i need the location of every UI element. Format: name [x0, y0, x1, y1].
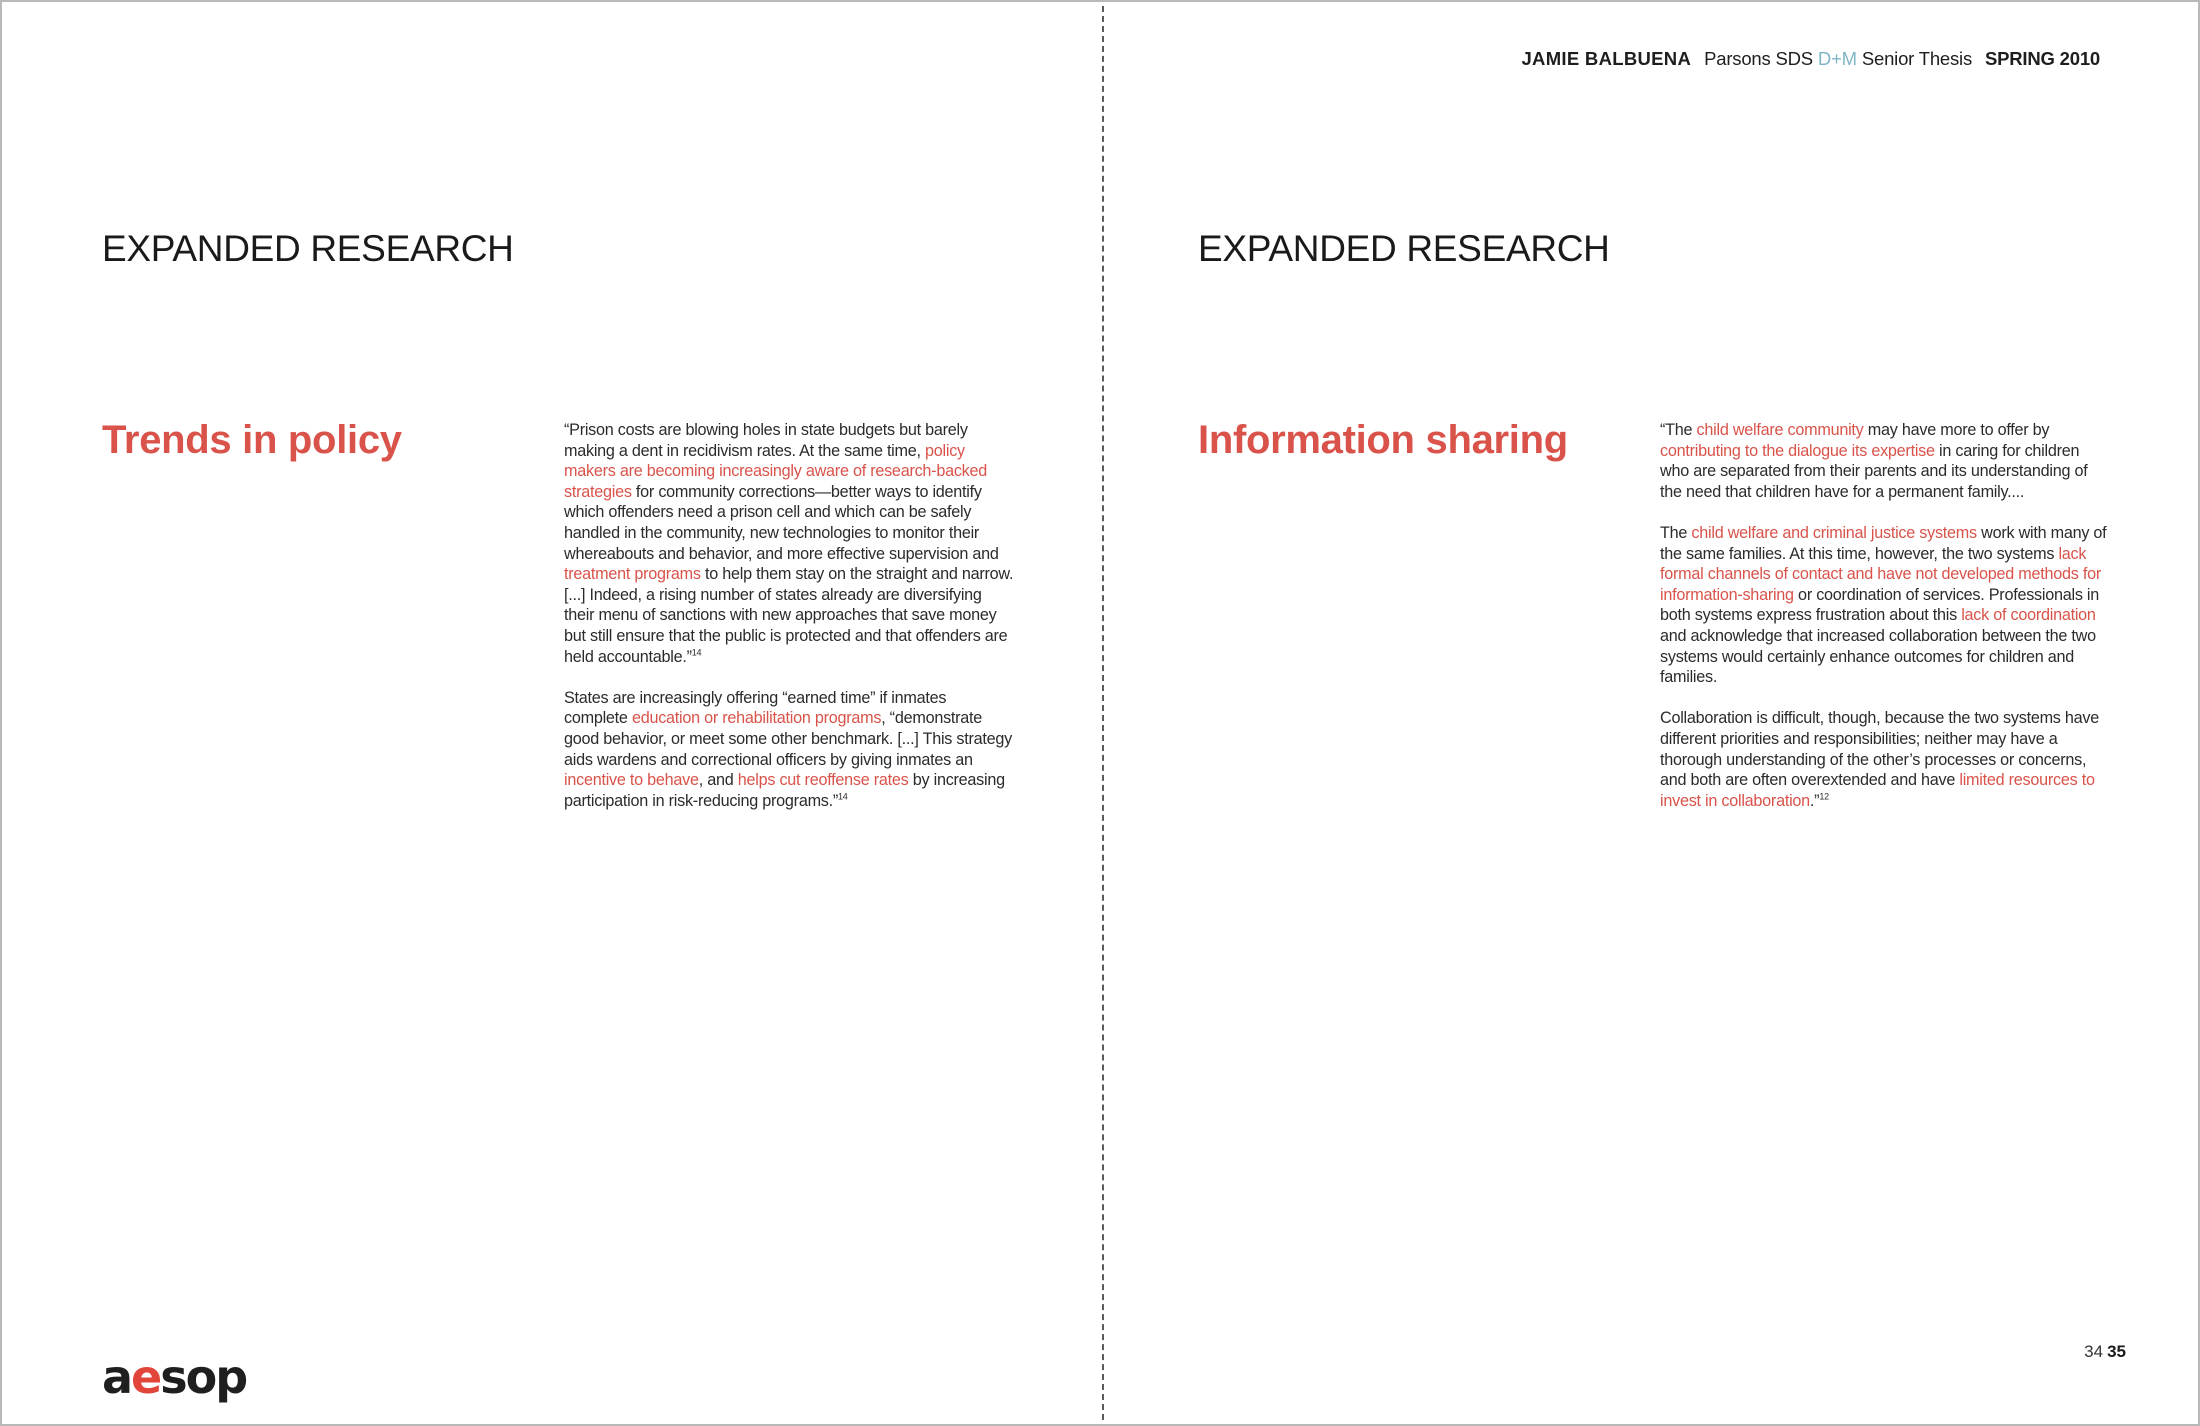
- logo-part: a: [102, 1350, 132, 1404]
- page-numbers: [2084, 1342, 2126, 1362]
- text-run: “The: [1660, 421, 1697, 439]
- highlighted-phrase: child welfare community: [1696, 421, 1864, 439]
- highlighted-phrase: lack formal channels of contact and have not developed methods for information-sharing: [1660, 544, 2101, 604]
- highlighted-phrase: helps cut reoffense rates: [737, 771, 909, 790]
- text-run: for community corrections—better ways to identify which offenders need a prison cell and which can be safely handled in the community, new technologies to monitor their whereabouts and behavior, and more effective supervision and: [564, 482, 999, 563]
- aesop-logo: [102, 1350, 246, 1404]
- left-body-text: [564, 420, 1014, 832]
- logo-part: op: [185, 1350, 247, 1404]
- text-run: and acknowledge that increased collaboration between the two systems would certainly enhance outcomes for children and families.: [1660, 626, 2096, 687]
- logo-part: s: [160, 1350, 186, 1404]
- right-section-label: EXPANDED RESEARCH: [1198, 228, 1610, 269]
- right-topic-heading: Information sharing: [1198, 418, 1568, 462]
- highlighted-phrase: policy makers are becoming increasingly aware of research-backed strategies: [564, 441, 988, 501]
- text-run: Collaboration is difficult, though, because the two systems have different priorities and responsibilities; neither may have a thorough understanding of the other’s processes or concerns, and both are often overextended and have: [1660, 709, 2100, 790]
- body-paragraph: [564, 688, 1014, 812]
- page-fold-divider: [1102, 6, 1104, 1420]
- highlighted-phrase: treatment programs: [564, 565, 701, 584]
- text-run: or coordination of services. Professionals in both systems express frustration about this: [1660, 585, 2100, 625]
- body-paragraph: [1660, 420, 2110, 502]
- body-paragraph: [564, 420, 1014, 667]
- left-section-label: EXPANDED RESEARCH: [102, 228, 514, 269]
- header-author: JAMIE BALBUENA: [1521, 48, 1692, 69]
- highlighted-phrase: incentive to behave: [564, 771, 699, 790]
- text-run: work with many of the same families. At this time, however, the two systems: [1660, 523, 2107, 563]
- left-topic-heading: Trends in policy: [102, 418, 402, 462]
- right-body-text: [1660, 420, 2110, 832]
- text-run: , and: [698, 771, 738, 790]
- text-run: may have more to offer by: [1863, 421, 2050, 439]
- text-run: “Prison costs are blowing holes in state budgets but barely making a dent in recidivism rates. At the same time,: [564, 421, 968, 460]
- text-run: in caring for children who are separated from their parents and its understanding of the need that children have for a permanent family....: [1660, 441, 2088, 501]
- footnote-ref: 14: [838, 791, 848, 802]
- text-run: , “demonstrate good behavior, or meet some other benchmark. [...] This strategy aids wardens and correctional officers by giving inmates an: [564, 709, 1012, 769]
- highlighted-phrase: education or rehabilitation programs: [631, 709, 882, 728]
- text-run: .”: [1809, 791, 1820, 810]
- page-number-left: 34: [2084, 1342, 2104, 1361]
- footnote-ref: 14: [691, 647, 702, 658]
- header-school: Parsons SDS: [1704, 48, 1813, 69]
- highlighted-phrase: child welfare and criminal justice systems: [1691, 523, 1977, 542]
- body-paragraph: [1660, 708, 2110, 811]
- running-header: [1521, 48, 2100, 70]
- text-run: to help them stay on the straight and narrow. [...] Indeed, a rising number of states already are diversifying their menu of sanctions with new approaches that save money but still ensure that the public is protected and that offenders are held accountable.”: [564, 565, 1014, 666]
- highlighted-phrase: lack of coordination: [1961, 606, 2096, 625]
- body-paragraph: [1660, 523, 2110, 688]
- header-program: D+M: [1817, 48, 1857, 69]
- text-run: by increasing participation in risk-reducing programs.”: [564, 771, 1005, 810]
- highlighted-phrase: limited resources to invest in collaboration: [1660, 771, 2095, 810]
- footnote-ref: 12: [1819, 791, 1829, 802]
- text-run: The: [1660, 523, 1692, 542]
- page-number-right: 35: [2107, 1342, 2126, 1361]
- text-run: States are increasingly offering “earned time” if inmates complete: [564, 688, 947, 728]
- logo-accent: e: [131, 1350, 161, 1404]
- header-thesis: Senior Thesis: [1861, 48, 1973, 69]
- highlighted-phrase: contributing to the dialogue its expertise: [1660, 441, 1935, 460]
- header-season: SPRING 2010: [1984, 48, 2100, 69]
